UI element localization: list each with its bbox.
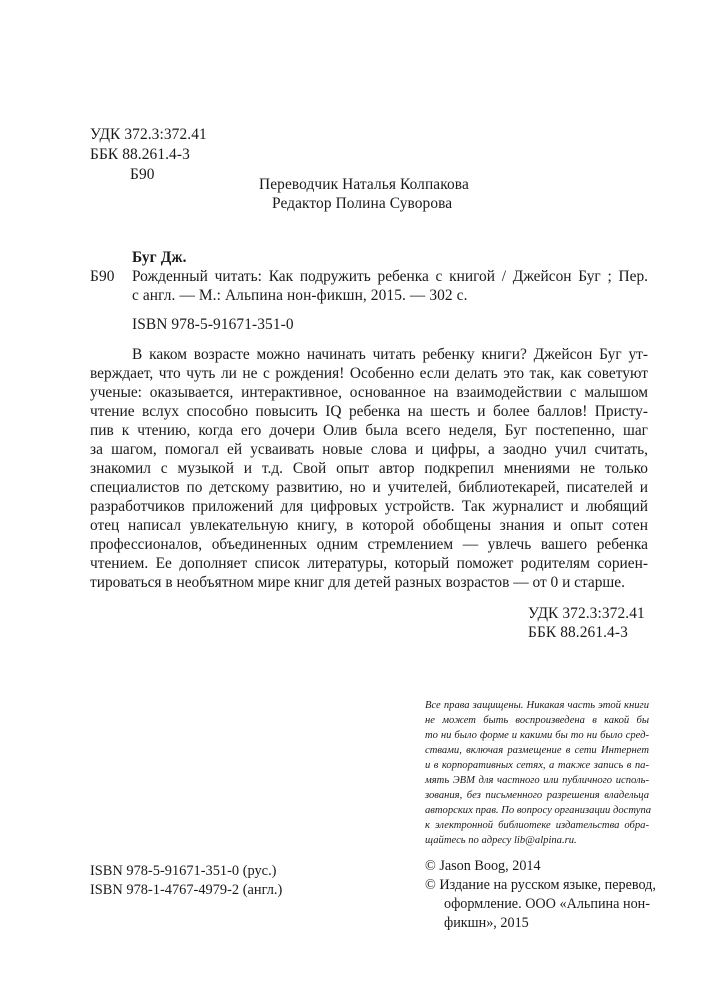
rights-line: авторских прав. По вопросу организации доступа: [425, 805, 652, 816]
abstract-line: профессионалов, объединенных одним стремлением — увлечь вашего ребенка: [90, 536, 648, 553]
rights-line: Все права защищены. Никакая часть этой книги: [425, 700, 649, 711]
abstract-line: тироваться в необъятном мире книг для детей разных возрастов — от 0 и старше.: [90, 574, 625, 591]
catalog-author: Буг Дж.: [132, 249, 187, 266]
classification-bbk: ББК 88.261.4-3: [528, 624, 628, 641]
abstract-line: чтение вслух способно повысить IQ ребенка на шесть и более баллов! Присту-: [90, 403, 648, 420]
isbn-russian: ISBN 978-5-91671-351-0 (рус.): [90, 863, 277, 879]
rights-line: зования, без письменного разрешения владельца: [425, 790, 649, 801]
abstract-line: разработчиков приложений для цифровых устройств. Так журналист и любящий: [90, 498, 648, 515]
abstract-line: верждает, что чуть ли не с рождения! Особенно если делать это так, как советуют: [90, 365, 648, 382]
translator-credit: Переводчик Наталья Колпакова: [259, 176, 469, 193]
catalog-title-line2: с англ. — М.: Альпина нон-фикшн, 2015. — 302 с.: [132, 287, 468, 304]
author-mark: Б90: [130, 166, 155, 183]
catalog-isbn: ISBN 978-5-91671-351-0: [132, 316, 294, 333]
abstract-line: за шагом, помогал ей усваивать новые слова и цифры, а заодно учил считать,: [90, 441, 648, 458]
copyright-russian-line3: фикшн», 2015: [444, 915, 529, 931]
classification-udk: УДК 372.3:372.41: [528, 605, 645, 622]
udk-code: УДК 372.3:372.41: [90, 126, 207, 143]
rights-line: ствами, включая размещение в сети Интернет: [425, 745, 649, 756]
copyright-russian-line1: © Издание на русском языке, перевод,: [425, 877, 656, 893]
isbn-english: ISBN 978-1-4767-4979-2 (англ.): [90, 882, 283, 898]
abstract-line: знакомил с музыкой и т.д. Свой опыт автор подкрепил мнениями не только: [90, 460, 648, 477]
rights-line: к электронной библиотеке издательства обра-: [425, 820, 649, 831]
abstract-line: отец написал увлекательную книгу, в которой обобщены знания и опыт сотен: [90, 517, 648, 534]
copyright-russian-line2: оформление. ООО «Альпина нон-: [444, 896, 650, 912]
abstract-line: ученые: оказывается, интерактивное, основанное на взаимодействии с малышом: [90, 384, 648, 401]
rights-line: мять ЭВМ для частного или публичного исполь-: [425, 775, 649, 786]
bbk-code: ББК 88.261.4-3: [90, 146, 190, 163]
catalog-code: Б90: [90, 268, 115, 285]
rights-line: не может быть воспроизведена в какой бы: [425, 715, 649, 726]
rights-line: и в корпоративных сетях, а также запись в па-: [425, 760, 649, 771]
abstract-line: специалистов по детскому развитию, но и учителей, библиотекарей, писателей и: [90, 479, 648, 496]
catalog-title-line1: Рожденный читать: Как подружить ребенка с книгой / Джейсон Буг ; Пер.: [132, 268, 648, 285]
copyright-original: © Jason Boog, 2014: [425, 858, 541, 874]
abstract-line: пив к чтению, когда его дочери Олив была всего неделя, Буг постепенно, шаг: [90, 422, 648, 439]
rights-line: щайтесь по адресу lib@alpina.ru.: [425, 835, 577, 846]
abstract-line: В каком возрасте можно начинать читать ребенку книги? Джейсон Буг ут-: [132, 346, 648, 363]
rights-line: то ни было форме и какими бы то ни было сред-: [425, 730, 649, 741]
editor-credit: Редактор Полина Суворова: [272, 195, 453, 212]
abstract-line: чтением. Ее дополняет список литературы, который поможет родителям сориен-: [90, 555, 648, 572]
